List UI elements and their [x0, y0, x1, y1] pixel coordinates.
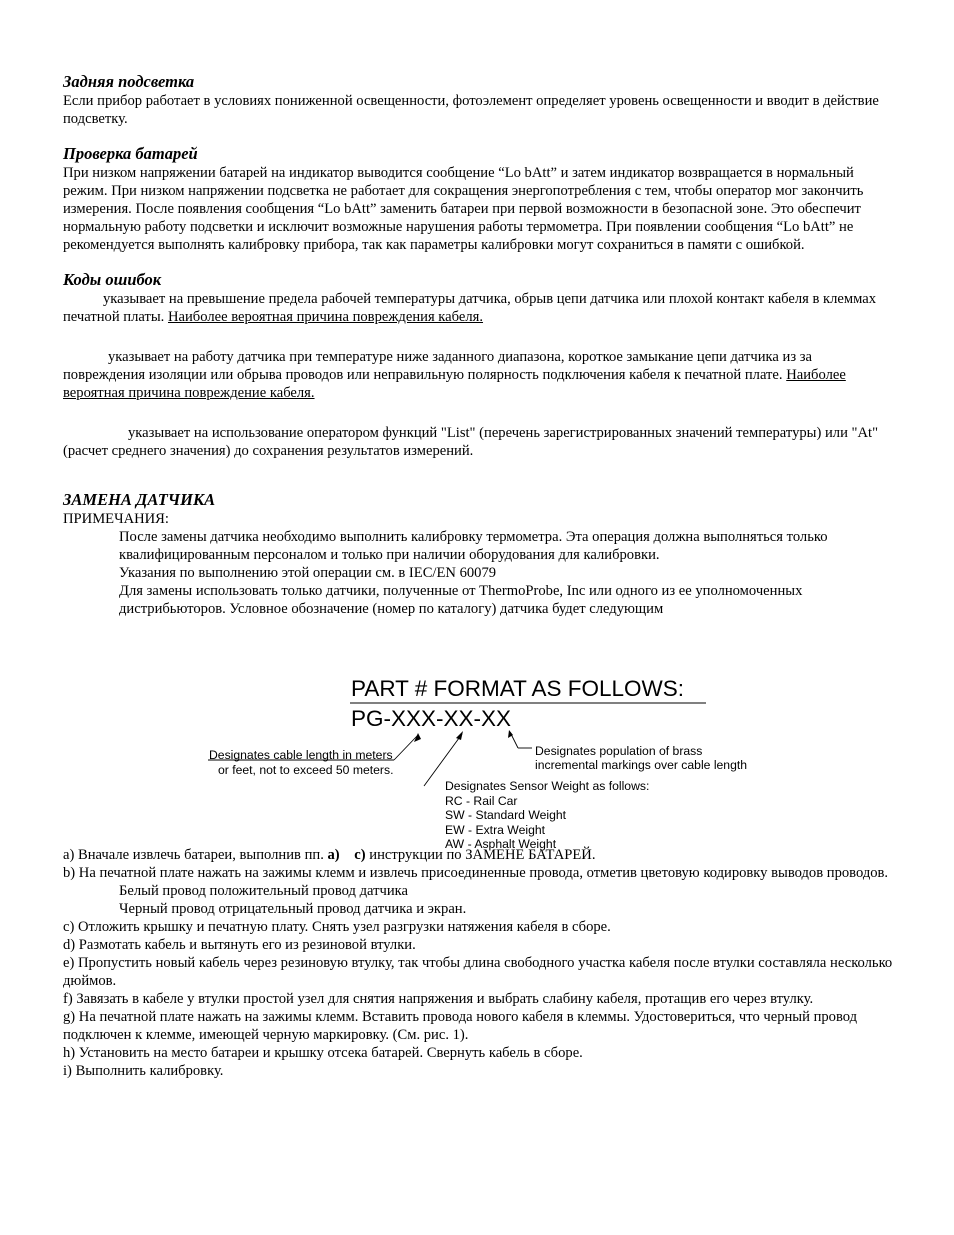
error-code-1-text: указывает на превышение предела рабочей температуры датчика, обрыв цепи датчика или плохой контакт кабеля в клеммах печатной платы. [63, 291, 877, 325]
battery-check-heading: Проверка батарей [63, 144, 198, 163]
step-d: d) Размотать кабель и вытянуть его из резиновой втулки. [63, 937, 416, 953]
backlight-text: Если прибор работает в условиях пониженной освещенности, фотоэлемент определяет уровень освещенности и вводит в действие подсветку. [63, 93, 879, 127]
part-number-code: PG-XXX-XX-XX [351, 706, 512, 731]
error-code-2 [63, 348, 895, 402]
step-b: b) На печатной плате нажать на зажимы клемм и извлечь присоединенные провода, отметив цветовую кодировку выводов проводов. [63, 865, 889, 881]
sensor-weight-item: AW - Asphalt Weight [445, 837, 557, 851]
error-codes-heading: Коды ошибок [63, 270, 162, 289]
step-a-ref-a: a) [327, 847, 340, 863]
cable-length-label-1: Designates cable length in meters [209, 748, 393, 762]
sensor-weight-title: Designates Sensor Weight as follows: [445, 779, 650, 793]
sensor-weight-arrowhead [456, 731, 463, 740]
error-code-3: указывает на использование оператором функций "List" (перечень зарегистрированных значений температуры) или "At" (расчет среднего значения) до сохранения результатов измерений. [63, 425, 879, 459]
error-code-1-cause: Наиболее вероятная причина повреждения кабеля. [167, 309, 484, 325]
step-h: h) Установить на место батареи и крышку отсека батарей. Свернуть кабель в сборе. [63, 1045, 583, 1061]
cable-length-leader [394, 735, 418, 760]
brass-label-1: Designates population of brass [535, 744, 703, 758]
error-code-2-text: указывает на работу датчика при температуре ниже заданного диапазона, короткое замыкание цепи датчика из за повреждения изоляции или обрыва проводов или неправильную полярность подключения кабеля к печатной плате. [63, 349, 813, 383]
figure-title: PART # FORMAT AS FOLLOWS: [351, 676, 684, 701]
step-e: e) Пропустить новый кабель через резиновую втулку, так чтобы длина свободного участка кабеля после втулки составляла несколько дюймов. [63, 955, 893, 989]
document-page [63, 72, 895, 1080]
step-c: c) Отложить крышку и печатную плату. Снять узел разгрузки натяжения кабеля в сборе. [63, 919, 611, 935]
sensor-weight-item: EW - Extra Weight [445, 822, 546, 837]
step-a-text-end: инструкции по ЗАМЕНЕ БАТАРЕЙ. [365, 847, 596, 863]
cable-length-label-2: or feet, not to exceed 50 meters. [218, 763, 394, 777]
notes-list [63, 528, 895, 618]
note-item: Для замены использовать только датчики, полученные от ThermoProbe, Inc или одного из ее уполномоченных дистрибьюторов. Условное обозначение (номер по каталогу) датчика будет следующим [119, 583, 803, 617]
error-code-2-cause: Наиболее вероятная причина повреждение кабеля. [63, 367, 846, 401]
replacement-steps [63, 846, 895, 1080]
step-a-ref-c: c) [354, 847, 366, 863]
sensor-weight-list [445, 779, 649, 852]
sensor-replacement-heading: ЗАМЕНА ДАТЧИКА [63, 490, 216, 509]
part-number-figure [200, 672, 800, 862]
step-b-black-wire: Черный провод отрицательный провод датчика и экран. [119, 901, 467, 917]
sensor-weight-item: RC - Rail Car [445, 793, 518, 808]
sensor-weight-item: SW - Standard Weight [445, 808, 567, 822]
brass-label-2: incremental markings over cable length [535, 758, 748, 772]
error-code-1 [63, 290, 895, 326]
step-i: i) Выполнить калибровку. [63, 1063, 224, 1079]
note-item: После замены датчика необходимо выполнить калибровку термометра. Эта операция должна выполняться только квалифицированным персоналом и только при наличии оборудования для калибровки. [119, 529, 828, 563]
step-b-white-wire: Белый провод положительный провод датчика [119, 883, 408, 899]
notes-label: ПРИМЕЧАНИЯ: [63, 511, 169, 527]
battery-check-text: При низком напряжении батарей на индикатор выводится сообщение “Lo bAtt” и затем индикатор возвращается в нормальный режим. При низком напряжении подсветка не работает для сокращения энергопотребления с тем, чтобы оператор мог закончить измерения. После появления сообщения “Lo bAtt” заменить батареи при первой возможности в безопасной зоне. Это обеспечит нормальную работу подсветки и исключит возможные нарушения работы термометра. При появлении сообщения “Lo bAtt” не рекомендуется выполнять калибровку прибора, так как параметры калибровки могут сохраниться в памяти с ошибкой. [63, 165, 864, 253]
step-a-text: a) Вначале извлечь батареи, выполнив пп. [63, 847, 328, 863]
backlight-heading: Задняя подсветка [63, 72, 195, 91]
step-f: f) Завязать в кабеле у втулки простой узел для снятия напряжения и выбрать слабину кабеля, протащив его через втулку. [63, 991, 814, 1007]
note-item: Указания по выполнению этой операции см. в IEC/EN 60079 [119, 565, 497, 581]
step-g: g) На печатной плате нажать на зажимы клемм. Вставить провода нового кабеля в клеммы. Удостовериться, что черный провод подключен к клемме, имеющей черную маркировку. (См. рис. 1). [63, 1009, 858, 1043]
